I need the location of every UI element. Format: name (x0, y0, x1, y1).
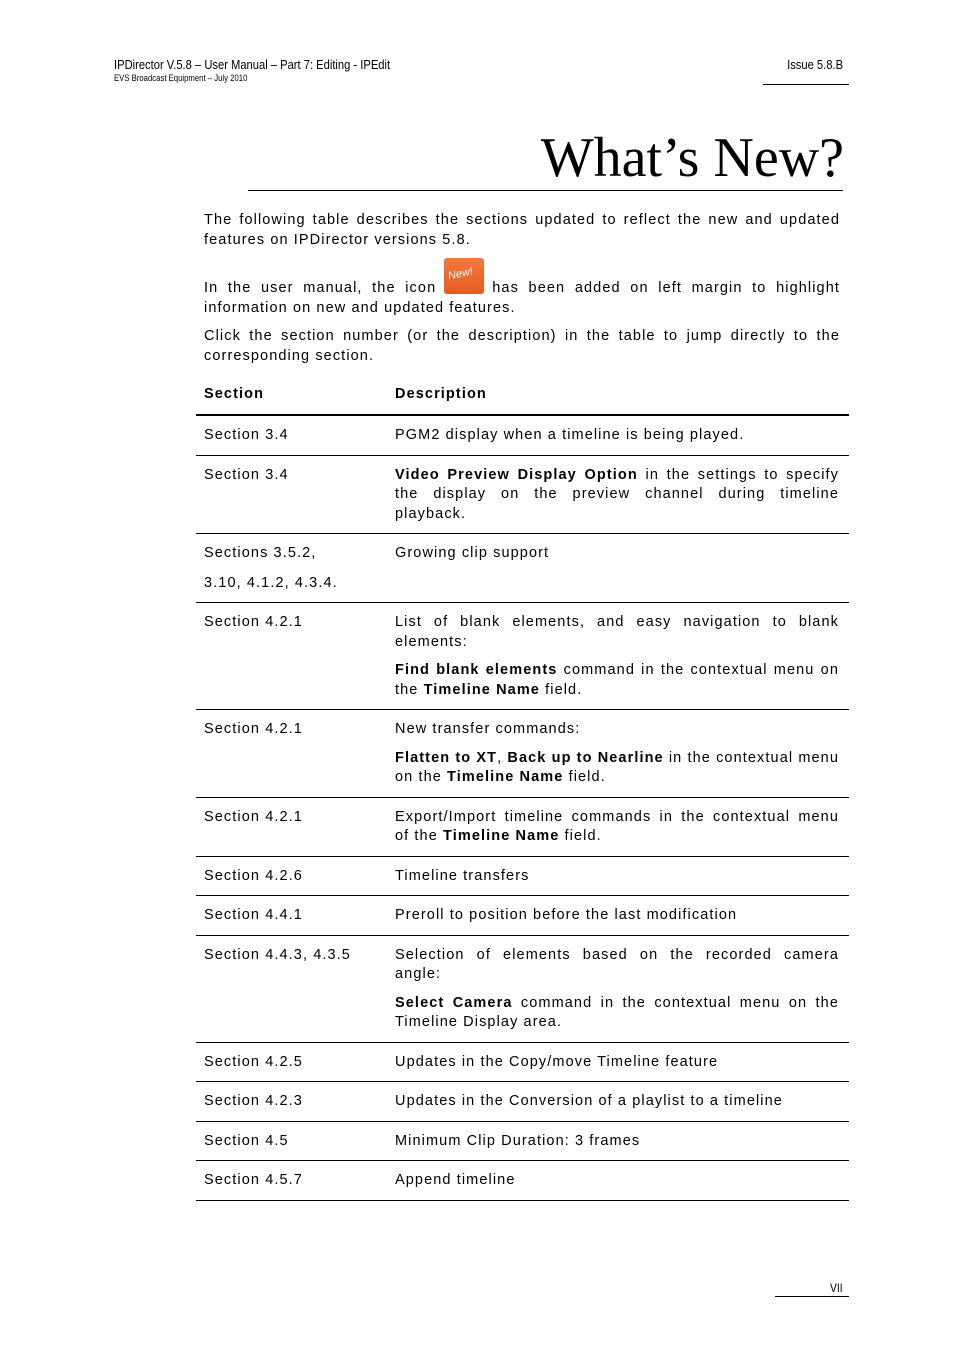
page-number: VII (830, 1281, 843, 1295)
intro-paragraph-3: Click the section number (or the description) in the table to jump directly to the corresponding section. (204, 328, 840, 364)
desc-paragraph-2 (395, 661, 839, 700)
header-subtitle: EVS Broadcast Equipment – July 2010 (114, 73, 248, 83)
table-row[interactable] (196, 416, 849, 456)
desc-text: New transfer commands: (395, 721, 581, 737)
table-row[interactable] (196, 456, 849, 535)
table-row[interactable] (196, 1043, 849, 1083)
table-row[interactable] (196, 1082, 849, 1122)
table-row[interactable] (196, 798, 849, 857)
table-row[interactable] (196, 603, 849, 710)
desc-text: , (497, 749, 508, 766)
bold-term: Timeline Name (423, 681, 540, 698)
desc-text: List of blank elements, and easy navigation to blank elements: (395, 614, 839, 650)
intro-paragraph-2 (204, 279, 840, 318)
header-title: IPDirector V.5.8 – User Manual – Part 7: Editing - IPEdit (114, 57, 391, 72)
description-link[interactable]: PGM2 display when a timeline is being played. (395, 427, 745, 443)
desc-text: Export/Import timeline commands in the contextual menu of the (395, 808, 839, 844)
header-divider (763, 84, 849, 85)
section-link[interactable]: Section 4.2.3 (204, 1093, 303, 1109)
desc-text: command in the contextual menu on the (395, 662, 839, 698)
new-badge-icon (444, 258, 484, 294)
desc-paragraph-2 (395, 994, 839, 1033)
section-line-2: 3.10, 4.1.2, 4.3.4. (204, 574, 338, 591)
desc-text: command in the contextual menu on the Timeline Display area. (395, 994, 839, 1030)
intro-p2-before: In the user manual, the icon (204, 280, 437, 296)
description-link[interactable]: Timeline transfers (395, 867, 530, 884)
table-row[interactable] (196, 534, 849, 603)
table-row[interactable] (196, 1161, 849, 1201)
section-link[interactable]: Section 3.4 (204, 466, 289, 483)
desc-text: field. (539, 681, 583, 698)
bold-term: Video Preview Display Option (395, 466, 638, 483)
table-row[interactable] (196, 710, 849, 798)
desc-text: field. (559, 828, 602, 844)
header-issue: Issue 5.8.B (787, 57, 843, 72)
section-link[interactable]: Section 4.5.7 (204, 1172, 303, 1188)
desc-text: Selection of elements based on the recorded camera angle: (395, 946, 839, 982)
description-link[interactable]: Updates in the Conversion of a playlist to a timeline (395, 1093, 783, 1109)
table-row[interactable] (196, 896, 849, 936)
description-link[interactable]: Growing clip support (395, 545, 550, 561)
bold-term: Flatten to XT (395, 749, 498, 766)
description-link[interactable]: Minimum Clip Duration: 3 frames (395, 1132, 641, 1149)
section-link[interactable]: Section 4.5 (204, 1132, 289, 1149)
section-link[interactable]: Section 4.2.6 (204, 867, 303, 884)
description-link[interactable] (395, 456, 839, 534)
bold-term: Timeline Name (447, 769, 564, 785)
description-link[interactable]: Preroll to position before the last modification (395, 907, 738, 923)
section-link[interactable]: Section 4.2.1 (204, 721, 303, 737)
section-link[interactable]: Section 3.4 (204, 427, 289, 443)
desc-text: field. (563, 769, 606, 785)
whats-new-table (196, 376, 849, 1201)
section-link[interactable]: Section 4.2.1 (204, 808, 303, 825)
bold-term: Find blank elements (395, 662, 558, 678)
footer-divider (775, 1296, 849, 1297)
description-link[interactable]: Updates in the Copy/move Timeline feature (395, 1053, 719, 1070)
section-link[interactable]: Section 4.2.1 (204, 614, 303, 630)
desc-text: in the contextual menu on the (395, 749, 839, 785)
section-link[interactable]: Section 4.2.5 (204, 1053, 303, 1070)
section-link[interactable]: Section 4.4.3, 4.3.5 (204, 946, 351, 963)
new-badge-text: New! (447, 265, 475, 283)
bold-term: Select Camera (395, 994, 513, 1011)
page-title: What’s New? (540, 127, 844, 189)
description-link[interactable] (395, 798, 839, 856)
intro-paragraph-1: The following table describes the sections updated to reflect the new and updated features on IPDirector versions 5.8. (204, 212, 840, 248)
description-link[interactable]: Append timeline (395, 1172, 516, 1188)
intro-p2-after: has been added on left margin to highlight information on new and updated features. (204, 280, 840, 316)
table-row[interactable] (196, 936, 849, 1043)
bold-term: Timeline Name (443, 828, 560, 844)
section-link[interactable] (204, 544, 384, 593)
header-section: Section (204, 386, 265, 402)
section-line-1: Sections 3.5.2, (204, 545, 317, 561)
description-link[interactable] (395, 710, 839, 797)
table-row[interactable] (196, 857, 849, 897)
section-link[interactable]: Section 4.4.1 (204, 907, 303, 923)
table-header-row (196, 376, 849, 416)
title-divider (248, 190, 843, 191)
desc-paragraph-2 (395, 749, 839, 788)
table-row[interactable] (196, 1122, 849, 1162)
desc-text: in the settings to specify the display on the preview channel during timeline playback. (395, 466, 840, 522)
bold-term: Back up to Nearline (507, 749, 664, 766)
header-description: Description (395, 386, 487, 402)
description-link[interactable] (395, 936, 839, 1042)
description-link[interactable] (395, 603, 839, 709)
